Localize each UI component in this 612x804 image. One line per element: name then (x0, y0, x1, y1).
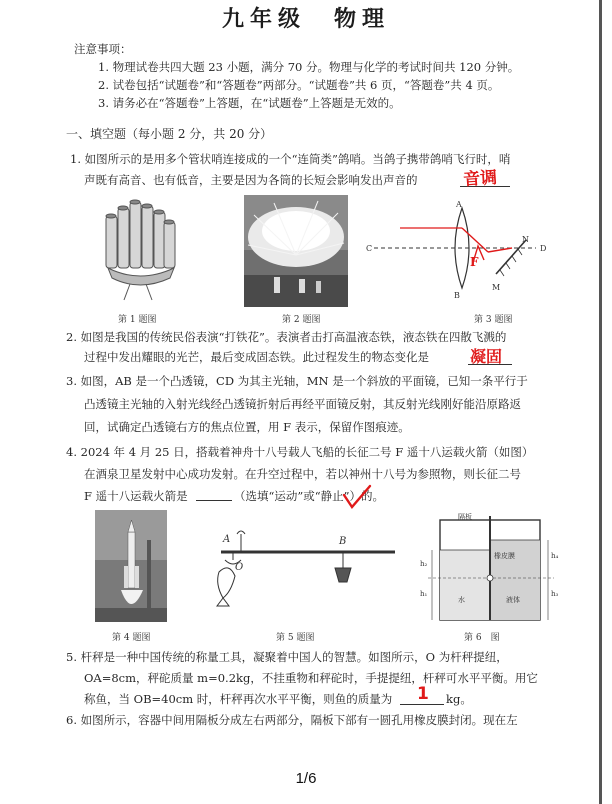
question-1-line: 1. 如图所示的是用多个管状哨连接成的一个“连筒类”鸽哨。当鸽子携带鸽哨飞行时，哨 (70, 152, 511, 166)
question-4-line: 在酒泉卫星发射中心成功发射。在升空过程中，若以神州十八号为参照物，则长征二号 (84, 467, 521, 481)
page-edge (599, 0, 602, 804)
figure-1-pigeon-whistle (100, 196, 180, 304)
label-N: N (522, 235, 529, 244)
question-5-line: kg。 (446, 692, 472, 706)
handwritten-answer-2: 凝固 (470, 347, 503, 366)
label-rubber-film: 橡皮膜 (494, 552, 515, 560)
answer-blank (196, 500, 232, 501)
question-3-line: 回，试确定凸透镜右方的焦点位置，用 F 表示，保留作图痕迹。 (84, 420, 410, 434)
label-F: F (470, 255, 479, 269)
question-4-line: （选填“运动”或“静止”）的。 (234, 489, 385, 503)
figure-5-caption: 第 5 题图 (276, 633, 315, 643)
question-3-line: 凸透镜主光轴的入射光线经凸透镜折射后再经平面镜反射，其反射光线刚好能沿原路返 (84, 397, 521, 411)
question-5-line: 称鱼，当 OB=40cm 时，杆秤再次水平平衡，则鱼的质量为 (84, 692, 393, 706)
notice-heading: 注意事项： (74, 42, 132, 56)
handwritten-answer-1: 音调 (462, 167, 498, 191)
label-B: B (339, 536, 347, 547)
question-1-line: 声既有高音、也有低音，主要是因为各筒的长短会影响发出声音的 (84, 173, 418, 187)
label-D: D (540, 244, 547, 253)
label-h1: h₁ (420, 590, 428, 598)
label-O: O (235, 562, 244, 573)
question-3-line: 3. 如图，AB 是一个凸透镜，CD 为其主光轴，MN 是一个斜放的平面镜，已知一条平行于 (66, 374, 528, 388)
figure-6-caption: 第 6 图 (464, 633, 500, 643)
question-5-line: 5. 杆秤是一种中国传统的称量工具，凝聚着中国人的智慧。如图所示，O 为杆秤提纽， (66, 650, 508, 664)
notice-item: 2. 试卷包括“试题卷”和“答题卷”两部分。“试题卷”共 6 页，“答题卷”共 4 页。 (98, 78, 500, 92)
label-water: 水 (458, 596, 465, 604)
label-A: A (223, 534, 231, 545)
question-4-line: F 遥十八运载火箭是 (84, 489, 188, 503)
question-2-line: 过程中发出耀眼的光芒，最后变成固态铁。此过程发生的物态变化是 (84, 350, 429, 364)
figure-4-caption: 第 4 题图 (112, 633, 151, 643)
label-h2: h₂ (420, 560, 428, 568)
figure-6-container (418, 510, 564, 626)
figure-3-lens-diagram (360, 200, 560, 300)
answer-blank (400, 704, 444, 705)
handwritten-answer-5: 1 (417, 684, 429, 704)
label-M: M (492, 283, 501, 292)
question-2-line: 2. 如图是我国的传统民俗表演“打铁花”。表演者击打高温液态铁，液态铁在四散飞溅的 (66, 330, 507, 344)
figure-3-caption: 第 3 题图 (474, 315, 513, 325)
question-4-line: 4. 2024 年 4 月 25 日，搭载着神舟十八号载人飞船的长征二号 F 遥十八运载火箭（如图） (66, 445, 534, 459)
page-title: 九年级 物理 (221, 6, 390, 32)
page-number: 1/6 (295, 770, 317, 787)
figure-5-steelyard (205, 528, 405, 612)
notice-item: 1. 物理试卷共四大题 23 小题，满分 70 分。物理与化学的考试时间共 120 分钟。 (98, 60, 520, 74)
label-h4: h₄ (551, 552, 559, 560)
label-h3: h₃ (551, 590, 559, 598)
label-C: C (366, 244, 373, 253)
red-check-mark (340, 483, 374, 511)
question-6-line: 6. 如图所示，容器中间用隔板分成左右两部分，隔板下部有一圆孔用橡皮膜封闭。现在左 (66, 713, 518, 727)
figure-4-rocket-photo (95, 510, 167, 622)
label-liquid: 液体 (506, 596, 520, 604)
figure-2-caption: 第 2 题图 (282, 315, 321, 325)
figure-2-iron-flower-photo (244, 195, 348, 307)
notice-item: 3. 请务必在“答题卷”上答题，在“试题卷”上答题是无效的。 (98, 96, 401, 110)
figure-1-caption: 第 1 题图 (118, 315, 157, 325)
question-5-line: OA=8cm，秤砣质量 m=0.2kg，不挂重物和秤砣时，手提提纽，杆秤可水平平衡。用它 (84, 671, 538, 685)
label-B: B (454, 291, 460, 300)
section-title: 一、填空题（每小题 2 分，共 20 分） (66, 127, 273, 141)
label-partition: 隔板 (458, 513, 472, 521)
label-A: A (456, 200, 462, 209)
